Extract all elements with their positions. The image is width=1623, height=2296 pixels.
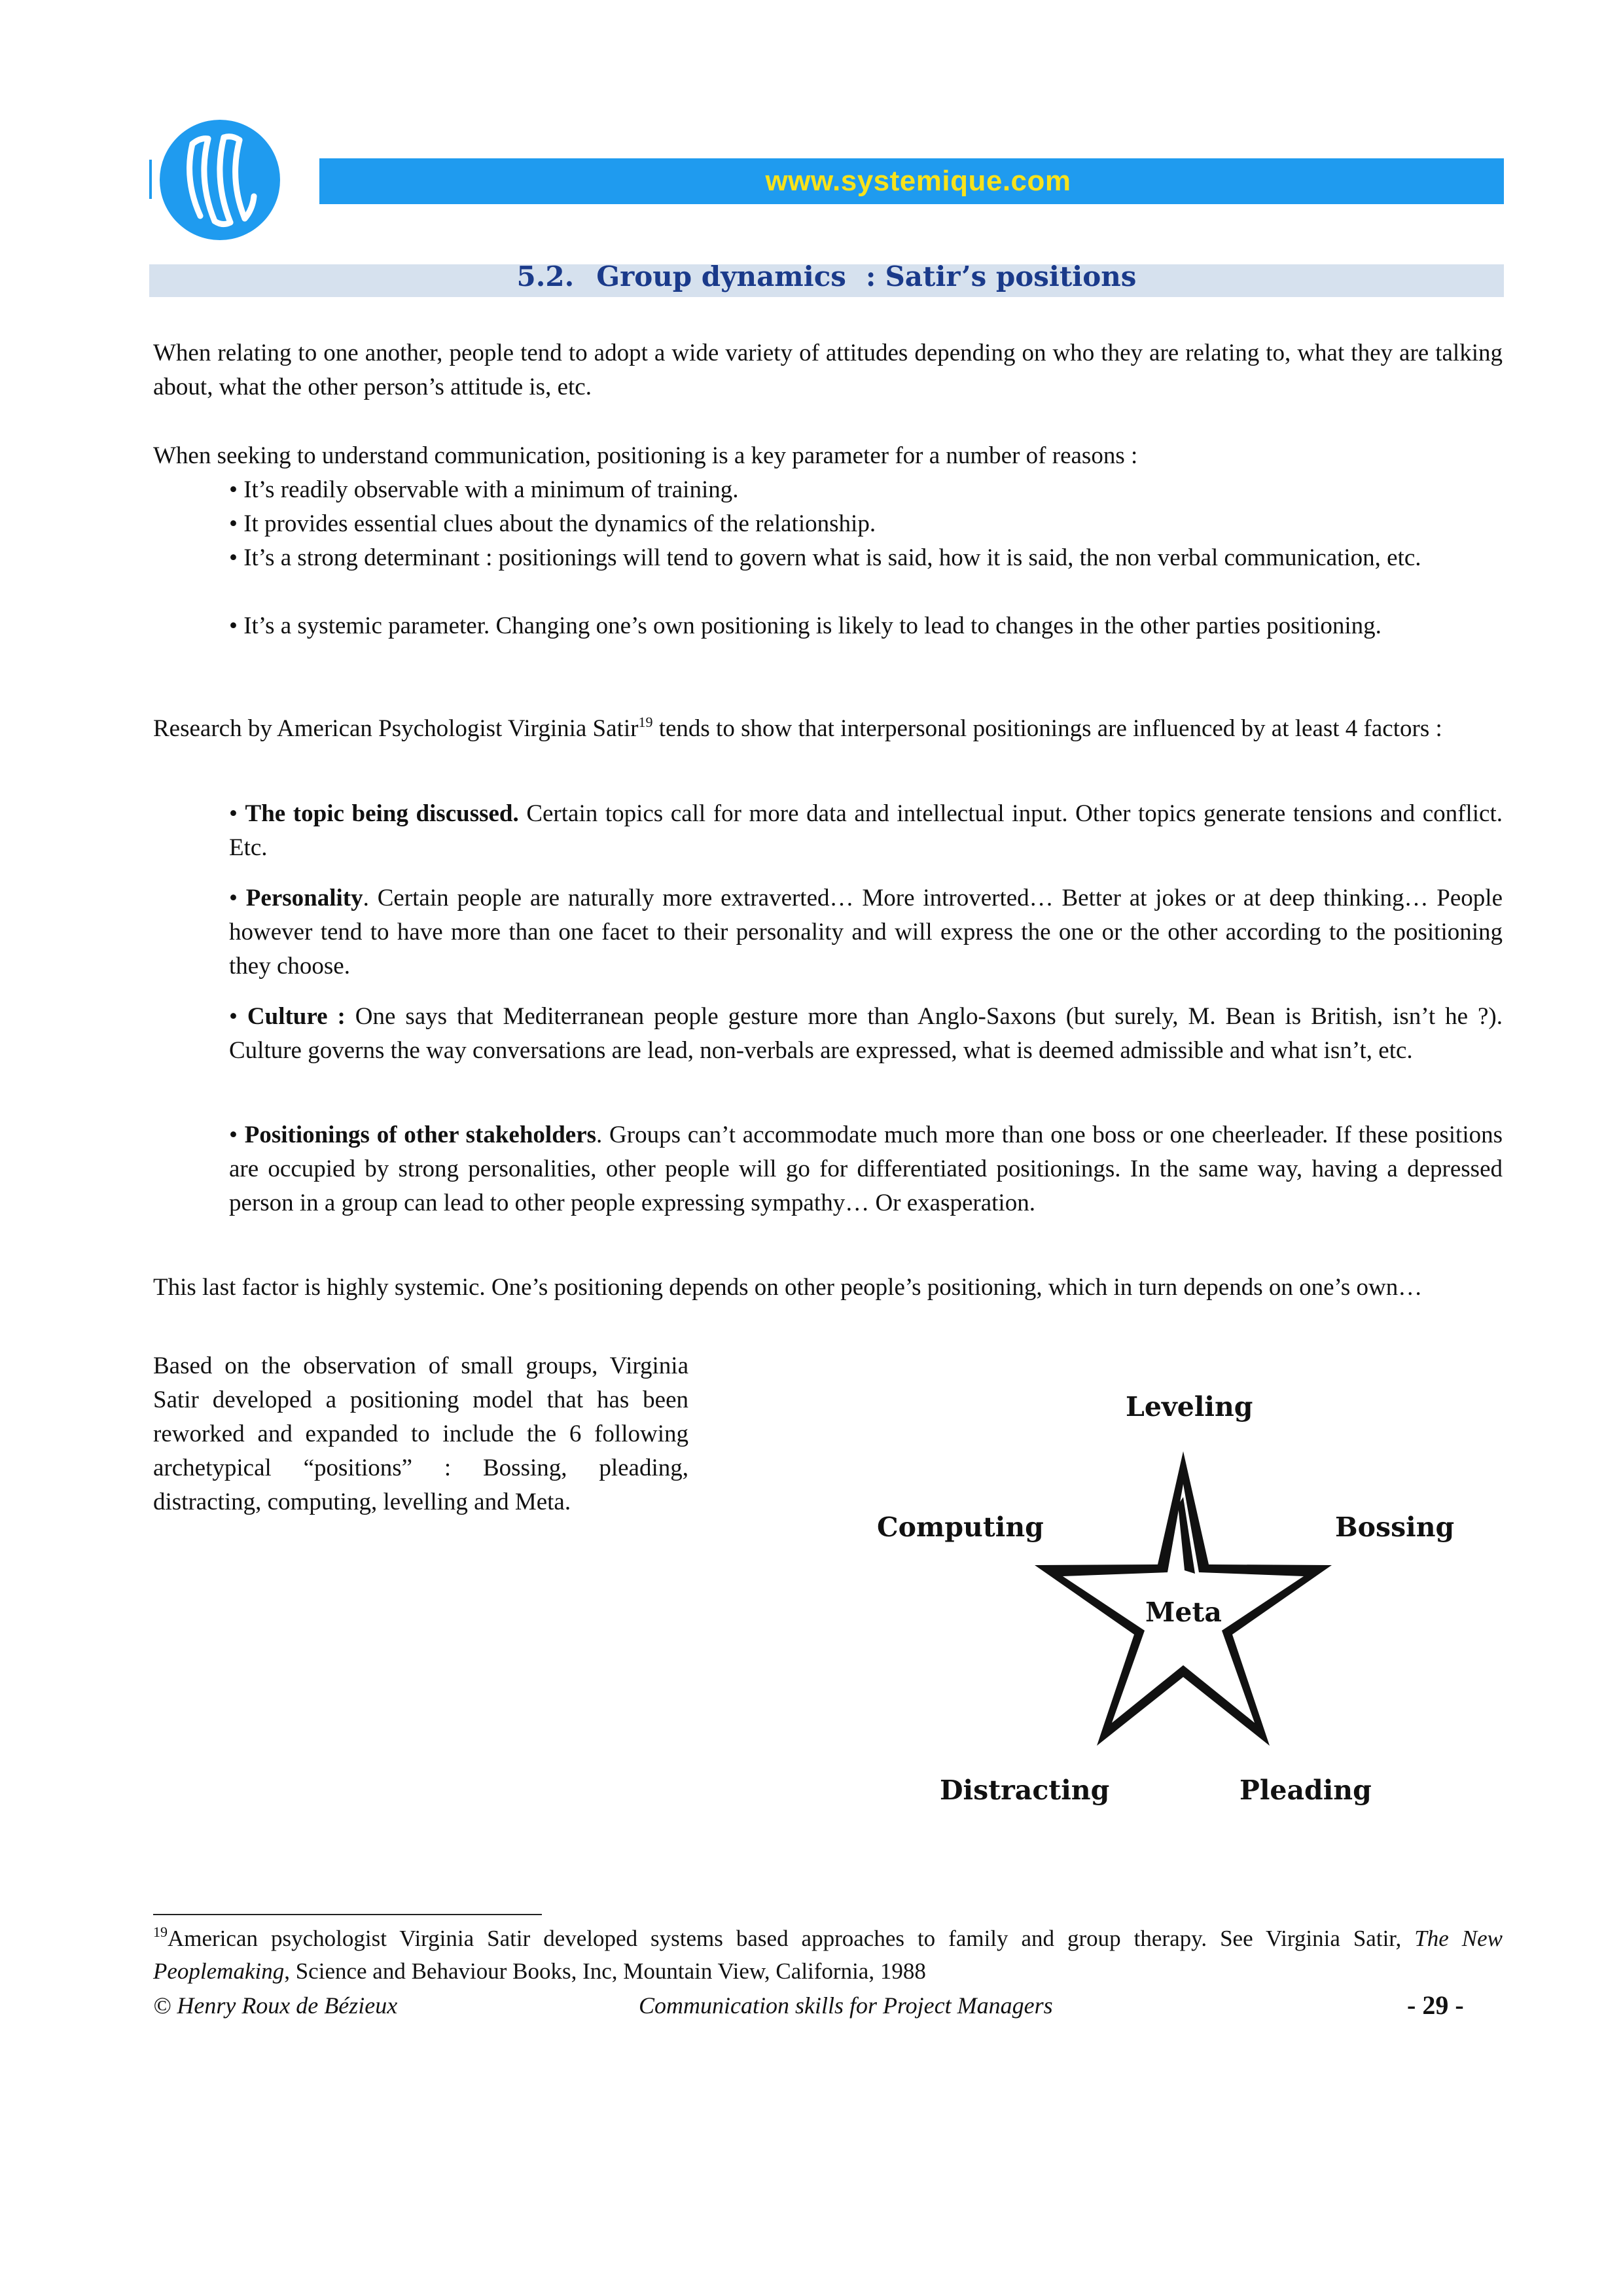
paragraph-intro: When relating to one another, people tend to adopt a wide variety of attitudes depending on who they are relating to, what they are talking about, what the other person’s attitude is, etc. (153, 340, 1503, 400)
footer-book-title: Communication skills for Project Managers (639, 1992, 1053, 2019)
factor-text: . Certain people are naturally more extraverted… More introverted… Better at jokes or at deep thinking… People however tend to have more than one facet to their personality and will express the one or the other according to the positioning they choose. (229, 885, 1503, 980)
research-text-continued: tends to show that interpersonal positionings are influenced by at least 4 factors : (652, 715, 1442, 742)
footnote-reference[interactable]: 19 (638, 714, 653, 730)
bullet-mark: • (229, 1003, 247, 1030)
page-number: - 29 - (1407, 1990, 1464, 2020)
footer-author: © Henry Roux de Bézieux (153, 1992, 398, 2019)
section-title-colon: : (865, 260, 876, 292)
label-meta: Meta (1145, 1597, 1222, 1628)
paragraph-satir-model: Based on the observation of small groups, Virginia Satir developed a positioning model that has been reworked and expanded to include the 6 following archetypical “positions” : Bossing, pleading, distracting, computing, levelling and Meta. (153, 1352, 688, 1515)
list-item-reason: • It’s readily observable with a minimum of training. (229, 476, 739, 503)
site-url[interactable]: www.systemique.com (765, 165, 1071, 197)
section-title-right: Satir’s positions (885, 260, 1137, 292)
section-number: 5.2. (516, 260, 575, 292)
list-item-reason: • It’s a strong determinant : positionings will tend to govern what is said, how it is said, the non verbal communication, etc. (229, 544, 1421, 571)
footnote (153, 1922, 1503, 1988)
satir-positions-diagram (877, 1374, 1479, 1832)
section-title (149, 260, 1504, 300)
paragraph-research (153, 712, 1503, 746)
paragraph-systemic: This last factor is highly systemic. One’s positioning depends on other people’s positioning, which in turn depends on one’s own… (153, 1274, 1423, 1301)
list-item-reason: • It provides essential clues about the dynamics of the relationship. (229, 510, 876, 537)
header-band (319, 158, 1504, 204)
systemique-logo (154, 118, 285, 242)
label-distracting: Distracting (940, 1775, 1110, 1806)
paragraph-reasons-intro: When seeking to understand communication, positioning is a key parameter for a number of reasons : (153, 442, 1138, 469)
factor-title: Culture : (247, 1003, 346, 1030)
label-bossing: Bossing (1335, 1511, 1455, 1543)
factor-title: The topic being discussed. (245, 800, 519, 827)
footnote-text-continued: , Science and Behaviour Books, Inc, Mountain View, California, 1988 (284, 1958, 926, 1984)
section-title-left: Group dynamics (596, 260, 846, 292)
label-leveling: Leveling (1126, 1391, 1253, 1422)
bullet-mark: • (229, 1122, 245, 1148)
bullet-mark: • (229, 800, 245, 827)
factor-title: Positionings of other stakeholders (244, 1122, 597, 1148)
factor-text: Certain topics call for more data and intellectual input. Other topics generate tensions and conflict. Etc. (229, 800, 1503, 861)
list-item-factor (229, 881, 1503, 983)
list-item-factor (229, 797, 1503, 865)
list-item-factor (229, 1118, 1503, 1220)
footnote-text: American psychologist Virginia Satir developed systems based approaches to family and group therapy. See Virginia Satir, (168, 1926, 1415, 1951)
factor-title: Personality (245, 885, 363, 911)
factor-text: . Groups can’t accommodate much more than one boss or one cheerleader. If these positions are occupied by strong personalities, other people will go for differentiated positionings. In the same way, having a depressed person in a group can lead to other people expressing sympathy… Or exasperation. (229, 1122, 1503, 1216)
footnote-divider (153, 1914, 542, 1915)
header-divider (149, 160, 152, 199)
label-computing: Computing (877, 1511, 1044, 1543)
footnote-number: 19 (153, 1924, 168, 1940)
label-pleading: Pleading (1240, 1775, 1372, 1806)
factor-text: One says that Mediterranean people gesture more than Anglo-Saxons (but surely, M. Bean is British, isn’t he ?). Culture governs the way conversations are lead, non-verbals are expressed, what is deemed admissible and what isn’t, etc. (229, 1003, 1503, 1064)
bullet-mark: • (229, 885, 246, 911)
research-text: Research by American Psychologist Virginia Satir (153, 715, 639, 742)
list-item-factor (229, 1000, 1503, 1068)
footnote-book-title: The New Peoplemaking (153, 1926, 1503, 1984)
list-item-reason: • It’s a systemic parameter. Changing one’s own positioning is likely to lead to changes in the other parties positioning. (229, 612, 1382, 639)
